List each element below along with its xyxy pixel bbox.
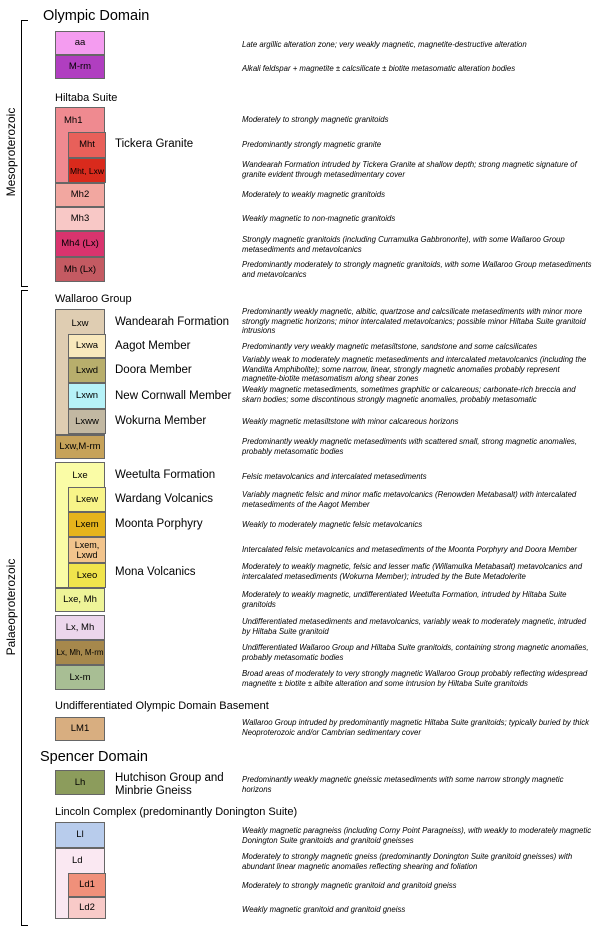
unit-box-lxem: Lxem (68, 512, 106, 537)
unit-box-mht: Mht (68, 132, 106, 158)
header-wallaroo-group: Wallaroo Group (55, 293, 132, 305)
era-label-mesoproterozoic: Mesoproterozoic (4, 107, 18, 197)
unit-box-mht-lxw: Mht, Lxw (68, 158, 106, 183)
unit-desc-lxe: Felsic metavolcanics and intercalated metasediments (242, 472, 427, 481)
unit-box-lxwa: Lxwa (68, 334, 106, 358)
unit-box-lxeo: Lxeo (68, 563, 106, 588)
unit-desc-mh2: Moderately to weakly magnetic granitoids (242, 190, 386, 199)
unit-box-mh4-lx: Mh4 (Lx) (55, 231, 105, 257)
unit-box-mh2: Mh2 (55, 183, 105, 207)
unit-desc-ld1: Moderately to strongly magnetic granitoid and granitoid gneiss (242, 881, 457, 890)
unit-box-lxe: Lxe (55, 462, 105, 588)
unit-desc-mht-lxw: Wandearah Formation intruded by Tickera Granite at shallow depth; strong magnetic signature of granite evident through metasedimentary cover (242, 160, 577, 179)
header-hiltaba-suite: Hiltaba Suite (55, 92, 118, 104)
unit-desc-lxw: Predominantly weakly magnetic, albitic, quartzose and calcsilicate metasediments with minor more strongly magnetic horizons; minor intercalated metavolcanics; possible minor Hiltaba Suite granitoid intrusions (242, 307, 586, 336)
unit-desc-lx-mh: Undifferentiated metasediments and metavolcanics, variably weak to moderately magnetic, intruded by Hiltaba Suite granitoid (242, 617, 587, 636)
unit-desc-lxew: Variably magnetic felsic and minor mafic metavolcanics (Renowden Metabasalt) with intercalated metasediments of the Aagot Member (242, 490, 577, 509)
unit-box-lxww: Lxww (68, 409, 106, 434)
header-undifferentiated-basement: Undifferentiated Olympic Domain Basement (55, 700, 269, 712)
unit-box-lxw: Lxw (55, 309, 105, 435)
unit-desc-lxem-lxwd: Intercalated felsic metavolcanics and metasediments of the Moonta Porphyry and Doora Member (242, 545, 577, 554)
unit-box-aa: aa (55, 31, 105, 55)
unit-box-lx-m: Lx-m (55, 665, 105, 690)
name-moonta-porphyry: Moonta Porphyry (115, 518, 203, 530)
unit-desc-mh3: Weakly magnetic to non-magnetic granitoids (242, 214, 396, 223)
unit-box-lxe-mh: Lxe, Mh (55, 588, 105, 612)
palaeoproterozoic-bracket (21, 290, 28, 926)
unit-box-lm1: LM1 (55, 717, 105, 741)
unit-desc-lxwa: Predominantly very weakly magnetic metasiltstone, sandstone and some calcsilicates (242, 342, 538, 351)
unit-desc-lx-mh-m-rm: Undifferentiated Wallaroo Group and Hiltaba Suite granitoids, containing strong magnetic anomalies, probably metasomatic bodies (242, 643, 589, 662)
unit-desc-mh-lx: Predominantly moderately to strongly magnetic granitoids, with some Wallaroo Group metasediments and metavolcanics (242, 260, 592, 279)
name-wokurna-member: Wokurna Member (115, 415, 207, 427)
unit-box-lx-mh-m-rm: Lx, Mh, M-rm (55, 640, 105, 665)
unit-desc-lxwn: Weakly magnetic metasediments, sometimes graphitic or calcareous; carbonate-rich breccia and skarn bodies; some discontinous strongly magnetic anomalies, probably metasomatic (242, 385, 576, 404)
unit-box-ld1: Ld1 (68, 873, 106, 897)
unit-box-lxew: Lxew (68, 487, 106, 512)
name-new-cornwall-member: New Cornwall Member (115, 390, 232, 402)
unit-desc-lxw-m-rm: Predominantly weakly magnetic metasediments with scattered small, strong magnetic anomalies, probably metasomatic bodies (242, 437, 577, 456)
unit-desc-lxeo: Moderately to weakly magnetic, felsic and lesser mafic (Willamulka Metabasalt) metavolcanics and intercalated metasediments (Wokurna Member); intruded by the Bute Metadolerite (242, 562, 583, 581)
header-spencer-domain: Spencer Domain (40, 749, 148, 765)
unit-box-lxwd: Lxwd (68, 358, 106, 383)
unit-box-lx-mh: Lx, Mh (55, 615, 105, 640)
unit-desc-lxww: Weakly magnetic metasiltstone with minor calcareous horizons (242, 417, 459, 426)
unit-box-ld2: Ld2 (68, 897, 106, 919)
unit-desc-lm1: Wallaroo Group intruded by predominantly magnetic Hiltaba Suite granitoids; typically buried by thick Neoproterozoic and/or Cambrian sedimentary cover (242, 718, 589, 737)
unit-box-lxw-m-rm: Lxw,M-rm (55, 435, 105, 459)
unit-box-lxem-lxwd: Lxem, Lxwd (68, 537, 106, 563)
unit-desc-mh4-lx: Strongly magnetic granitoids (including Curramulka Gabbronorite), with some Wallaroo Group metasediments and metavolcanics (242, 235, 565, 254)
unit-box-mh3: Mh3 (55, 207, 105, 231)
name-weetulta-formation: Weetulta Formation (115, 469, 216, 481)
era-label-palaeoproterozoic: Palaeoproterozoic (4, 558, 18, 656)
unit-box-ld: Ld (55, 848, 105, 919)
name-wandearah-formation: Wandearah Formation (115, 316, 229, 328)
unit-desc-ld2: Weakly magnetic granitoid and granitoid gneiss (242, 905, 406, 914)
name-mona-volcanics: Mona Volcanics (115, 566, 196, 578)
unit-desc-lxwd: Variably weak to moderately magnetic metasediments and intercalated metavolcanics (including the Wandilta Amphibolite); some narrow, linear, strongly magnetic anomalies probably represent magnetite-biotite metasomatism along shear zones (242, 355, 587, 384)
unit-desc-ll: Weakly magnetic paragneiss (including Corny Point Paragneiss), with weakly to moderately magnetic Donington Suite granitoids and granitoid gneisses (242, 826, 592, 845)
unit-box-m-rm: M-rm (55, 55, 105, 79)
unit-desc-lxe-mh: Moderately to weakly magnetic, undifferentiated Weetulta Formation, intruded by Hiltaba Suite granitoids (242, 590, 567, 609)
name-wardang-volcanics: Wardang Volcanics (115, 493, 214, 505)
unit-desc-ld: Moderately to strongly magnetic gneiss (predominantly Donington Suite granitoid gneisses) with abundant linear magnetic anomalies reflecting shearing and foliation (242, 852, 573, 871)
mesoproterozoic-bracket (21, 20, 28, 287)
unit-desc-lh: Predominantly weakly magnetic gneissic metasediments with some narrow strongly magnetic horizons (242, 775, 564, 794)
unit-desc-lx-m: Broad areas of moderately to very strongly magnetic Wallaroo Group probably reflecting widespread magnetite ± biotite ± albite alteration and some intrusion by Hiltaba Suite granitoids (242, 669, 588, 688)
name-aagot-member: Aagot Member (115, 340, 191, 352)
unit-box-mh1: Mh1 (55, 107, 105, 183)
unit-desc-lxem: Weakly to moderately magnetic felsic metavolcanics (242, 520, 423, 529)
unit-desc-m-rm: Alkali feldspar + magnetite ± calcsilicate ± biotite metasomatic alteration bodies (242, 64, 516, 73)
name-doora-member: Doora Member (115, 364, 192, 376)
unit-desc-aa: Late argillic alteration zone; very weakly magnetic, magnetite-destructive alteration (242, 40, 527, 49)
unit-box-lxwn: Lxwn (68, 383, 106, 409)
header-lincoln-complex: Lincoln Complex (predominantly Donington Suite) (55, 806, 298, 818)
unit-box-ll: Ll (55, 822, 105, 848)
name-tickera-granite: Tickera Granite (115, 138, 194, 150)
unit-desc-mht: Predominantly strongly magnetic granite (242, 140, 382, 149)
unit-desc-mh1: Moderately to strongly magnetic granitoids (242, 115, 389, 124)
unit-box-lh: Lh (55, 770, 105, 795)
unit-box-mh-lx: Mh (Lx) (55, 257, 105, 282)
name-hutchison-group: Hutchison Group and Minbrie Gneiss (115, 772, 224, 797)
header-olympic-domain: Olympic Domain (43, 8, 150, 24)
